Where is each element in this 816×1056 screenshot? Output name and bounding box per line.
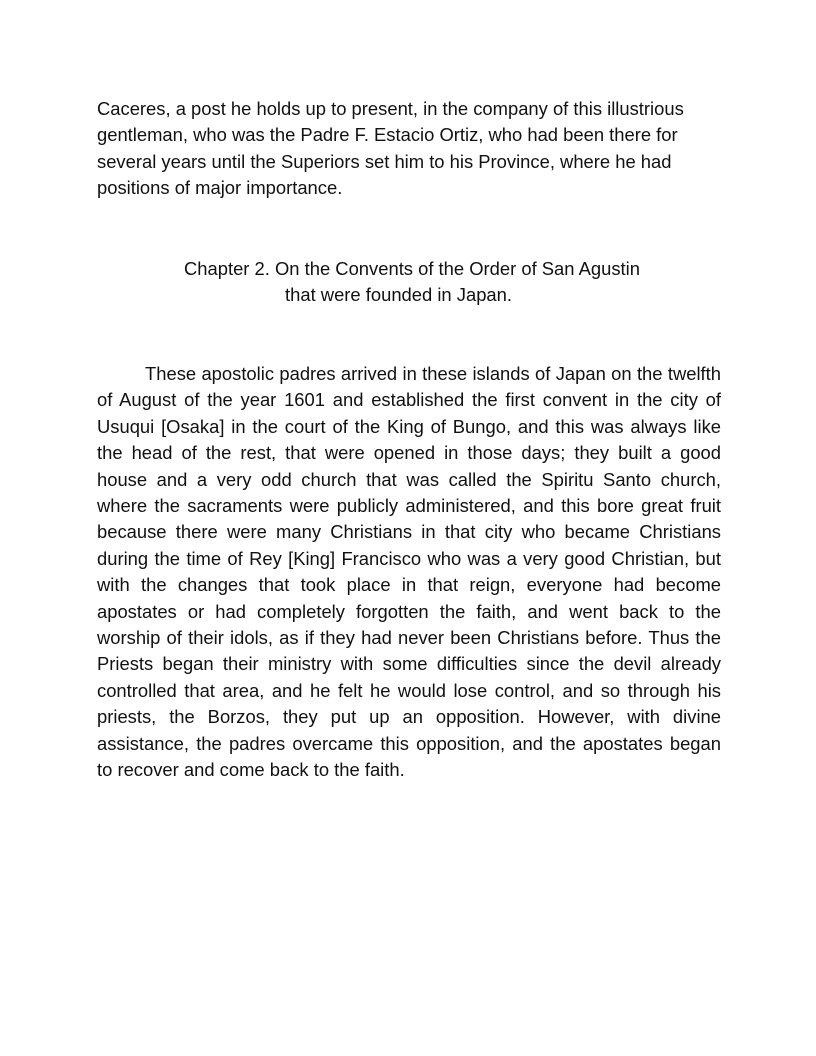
opening-paragraph: Caceres, a post he holds up to present, in the company of this illustrious gentleman, who was the Padre F. Estacio Ortiz, who had been there for several years until the Superiors set him to his Province, where he had positions of major importance. [97, 98, 684, 199]
chapter-title-line-1: Chapter 2. On the Convents of the Order of San Agustin [184, 258, 640, 279]
chapter-heading [97, 256, 721, 309]
chapter-title-line-2: that were founded in Japan. [285, 284, 512, 306]
body-paragraph: These apostolic padres arrived in these islands of Japan on the twelfth of August of the year 1601 and established the first convent in the city of Usuqui [Osaka] in the court of the King of Bungo, and this was always like the head of the rest, that were opened in those days; they built a good house and a very odd church that was called the Spiritu Santo church, where the sacraments were publicly administered, and this bore great fruit because there were many Christians in that city who became Christians during the time of Rey [King] Francisco who was a very good Christian, but with the changes that took place in that reign, everyone had become apostates or had completely forgotten the faith, and went back to the worship of their idols, as if they had never been Christians before. Thus the Priests began their ministry with some difficulties since the devil already controlled that area, and he felt he would lose control, and so through his priests, the Borzos, they put up an opposition. However, with divine assistance, the padres overcame this opposition, and the apostates began to recover and come back to the faith. [97, 363, 721, 781]
